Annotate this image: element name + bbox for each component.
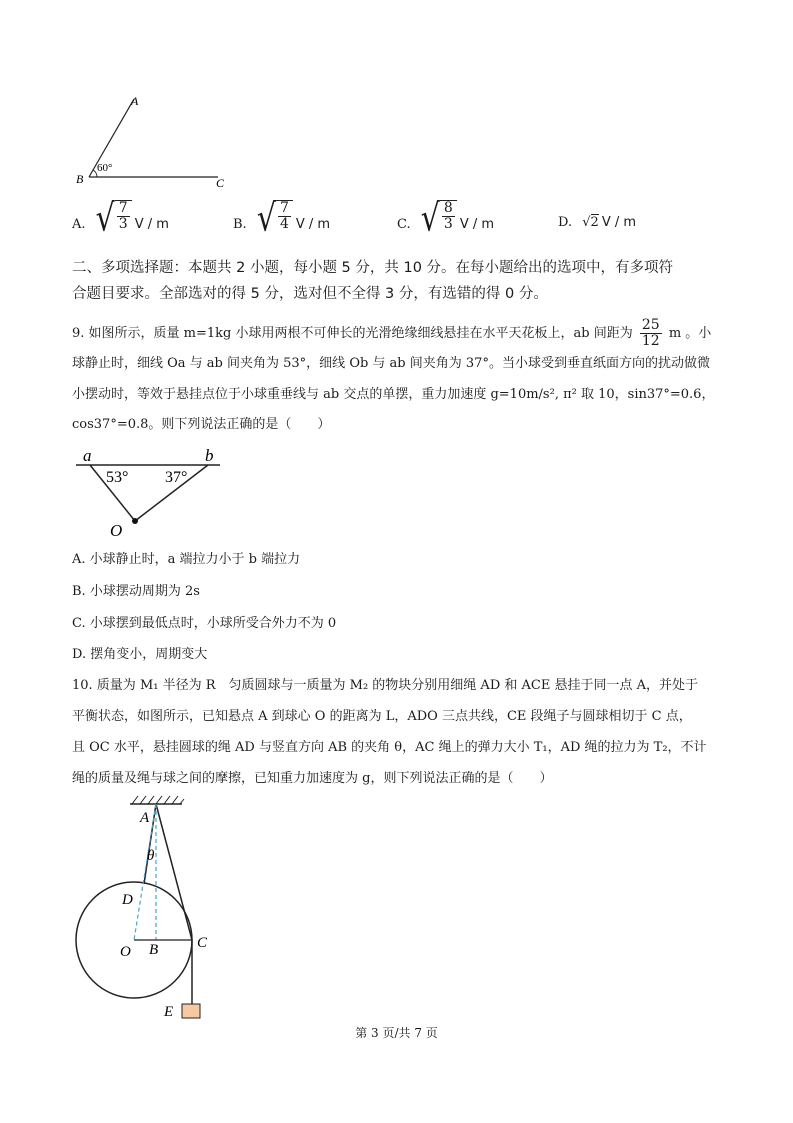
frac-num: 7 (279, 200, 289, 216)
frac-num: 7 (118, 200, 128, 216)
option-unit: V / m (601, 215, 637, 230)
label-a: A (140, 810, 150, 826)
ceiling-hatch (132, 796, 184, 804)
label-c: C (216, 176, 225, 190)
angle-37-label: 37° (165, 469, 188, 486)
q8-option-a (72, 196, 169, 241)
label-e: E (164, 1004, 174, 1020)
label-b: B (149, 942, 159, 958)
label-b: B (76, 172, 84, 186)
label-a: a (83, 446, 92, 465)
q10-line3: 且 OC 水平，悬挂圆球的绳 AD 与竖直方向 AB 的夹角 θ，AC 绳上的弹力大小 T₁，AD 绳的拉力为 T₂，不计 (72, 740, 707, 755)
option-letter: B. (233, 217, 247, 232)
q9-option-d: D. 摆角变小，周期变大 (72, 647, 208, 662)
rope-ac (156, 804, 192, 940)
q9-fraction (640, 318, 662, 349)
option-unit: V / m (134, 217, 169, 232)
sphere-figure (70, 790, 230, 1030)
q9-line1-tail: m 。小 (668, 326, 712, 341)
q9-line4: cos37°=0.8。则下列说法正确的是（ ） (72, 417, 331, 432)
option-unit: V / m (459, 217, 495, 232)
angle-figure (60, 85, 250, 195)
sqrt-expression: √ $\frac{8}{3}$ (421, 204, 457, 234)
radicand: 2 (590, 215, 599, 230)
sqrt-expression: √ $\frac{7}{4}$ (257, 204, 293, 234)
block-e (182, 1004, 200, 1018)
label-o: O (110, 521, 123, 540)
option-letter: C. (397, 217, 411, 232)
q8-option-d (558, 214, 636, 232)
label-o: O (120, 944, 131, 960)
sqrt-expression: √ $\frac{7}{3}$ (96, 204, 132, 234)
q9-option-b: B. 小球摆动周期为 2s (72, 584, 200, 599)
option-letter: A. (72, 217, 86, 232)
frac-den: 3 (443, 216, 453, 232)
label-theta: θ (147, 848, 155, 864)
ball (132, 518, 138, 524)
q8-option-b (233, 196, 331, 241)
frac-num: 25 (641, 317, 660, 333)
q9-line1-text: 9. 如图所示，质量 m=1kg 小球用两根不可伸长的光滑绝缘细线悬挂在水平天花板上，ab 间距为 (72, 326, 633, 341)
frac-num: 8 (443, 200, 453, 216)
option-unit: V / m (295, 217, 331, 232)
section-heading-line1: 二、多项选择题：本题共 2 小题，每小题 5 分，共 10 分。在每小题给出的选项中，有多项符 (72, 260, 674, 276)
q9-option-c: C. 小球摆到最低点时，小球所受合外力不为 0 (72, 616, 337, 631)
label-b: b (205, 446, 214, 465)
q9-line1 (72, 318, 711, 349)
section-heading-line2: 合题目要求。全部选对的得 5 分，选对但不全得 3 分，有选错的得 0 分。 (72, 286, 548, 302)
q8-option-c (397, 196, 495, 241)
frac-den: 4 (279, 216, 289, 232)
q9-line2: 球静止时，细线 Oa 与 ab 间夹角为 53°，细线 Ob 与 ab 间夹角为 37°。当小球受到垂直纸面方向的扰动做微 (72, 356, 710, 371)
q9-option-a: A. 小球静止时，a 端拉力小于 b 端拉力 (72, 552, 301, 567)
sqrt-expression: √2 (582, 215, 599, 230)
label-d: D (122, 892, 133, 908)
page-footer: 第 3 页/共 7 页 (355, 1026, 438, 1040)
label-c: C (197, 935, 208, 951)
pendulum-figure (70, 445, 230, 540)
q9-line3: 小摆动时，等效于悬挂点位于小球重垂线与 ab 交点的单摆，重力加速度 g=10m/s², π² 取 10，sin37°=0.6， (72, 387, 715, 402)
q10-line2: 平衡状态，如图所示，已知悬点 A 到球心 O 的距离为 L，ADO 三点共线，CE 段绳子与圆球相切于 C 点， (72, 709, 692, 724)
frac-den: 12 (641, 333, 660, 349)
angle-53-label: 53° (106, 469, 129, 486)
q10-line1: 10. 质量为 M₁ 半径为 R 匀质圆球与一质量为 M₂ 的物块分别用细绳 AD 和 ACE 悬挂于同一点 A，并处于 (72, 678, 698, 693)
label-a: A (131, 94, 139, 108)
option-letter: D. (558, 215, 573, 230)
q10-line4: 绳的质量及绳与球之间的摩擦，已知重力加速度为 g，则下列说法正确的是（ ） (72, 771, 553, 786)
frac-den: 3 (118, 216, 128, 232)
angle-label: 60° (97, 162, 113, 174)
